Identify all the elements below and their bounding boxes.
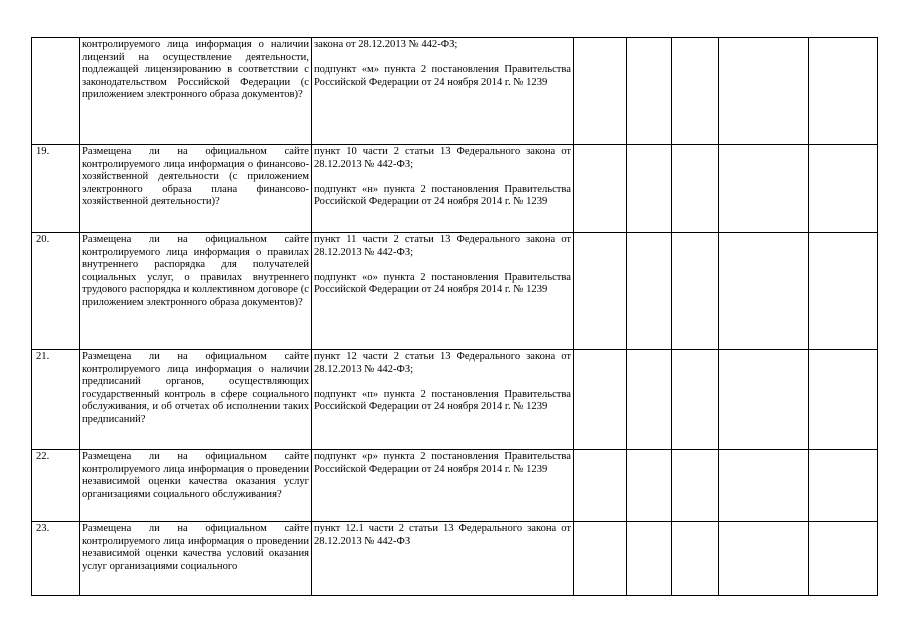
reference-text: пункт 10 части 2 статьи 13 Федерального закона от 28.12.2013 № 442-ФЗ; <box>314 146 571 170</box>
question-text: контролируемого лица информация о наличии лицензий на осуществление деятельности, подлежащей лицензированию в соответствии с законодательством Российской Федерации (с приложением электронного образа документов)? <box>80 38 312 145</box>
answer-cell <box>627 350 672 450</box>
checklist-table <box>31 37 878 596</box>
reference-spacer <box>314 259 571 272</box>
question-text: Размещена ли на официальном сайте контролируемого лица информация о правилах внутреннего распорядка для получателей социальных услуг, о правилах внутреннего трудового распорядка и коллективном договоре (с приложением электронного образа документов)? <box>80 233 312 350</box>
answer-cell <box>627 522 672 596</box>
row-number: 22. <box>32 450 80 522</box>
answer-cell <box>809 522 878 596</box>
reference-text: пункт 12 части 2 статьи 13 Федерального закона от 28.12.2013 № 442-ФЗ; <box>314 351 571 375</box>
answer-cell <box>719 38 809 145</box>
answer-cell <box>672 233 719 350</box>
answer-cell <box>574 38 627 145</box>
answer-cell <box>809 38 878 145</box>
reference-text: пункт 11 части 2 статьи 13 Федерального закона от 28.12.2013 № 442-ФЗ; <box>314 234 571 258</box>
table-row <box>32 233 878 350</box>
answer-cell <box>627 38 672 145</box>
reference-cell <box>312 450 574 522</box>
question-text: Размещена ли на официальном сайте контролируемого лица информация о финансово-хозяйственной деятельности (с приложением электронного образа плана финансово-хозяйственной деятельности)? <box>80 145 312 233</box>
answer-cell <box>627 450 672 522</box>
answer-cell <box>574 350 627 450</box>
answer-cell <box>809 450 878 522</box>
answer-cell <box>574 145 627 233</box>
reference-text: подпункт «р» пункта 2 постановления Правительства Российской Федерации от 24 ноября 2014 г. № 1239 <box>314 451 571 475</box>
reference-cell <box>312 145 574 233</box>
reference-spacer <box>314 52 571 65</box>
row-number: 20. <box>32 233 80 350</box>
answer-cell <box>627 233 672 350</box>
answer-cell <box>719 145 809 233</box>
row-number <box>32 38 80 145</box>
table-row <box>32 145 878 233</box>
answer-cell <box>719 233 809 350</box>
question-text: Размещена ли на официальном сайте контролируемого лица информация о наличии предписаний органов, осуществляющих государственный контроль в сфере социального обслуживания, и об отчетах об исполнении таких предписаний? <box>80 350 312 450</box>
table-row <box>32 38 878 145</box>
answer-cell <box>672 350 719 450</box>
row-number: 23. <box>32 522 80 596</box>
answer-cell <box>672 450 719 522</box>
reference-cell <box>312 38 574 145</box>
reference-text: подпункт «п» пункта 2 постановления Правительства Российской Федерации от 24 ноября 2014 г. № 1239 <box>314 388 571 413</box>
table-row <box>32 350 878 450</box>
table-row <box>32 450 878 522</box>
answer-cell <box>672 145 719 233</box>
answer-cell <box>809 145 878 233</box>
row-number: 21. <box>32 350 80 450</box>
table-row <box>32 522 878 596</box>
question-text: Размещена ли на официальном сайте контролируемого лица информация о проведении независимой оценки качества оказания услуг организациями социального обслуживания? <box>80 450 312 522</box>
reference-text: подпункт «м» пункта 2 постановления Правительства Российской Федерации от 24 ноября 2014 г. № 1239 <box>314 64 571 88</box>
reference-text: подпункт «н» пункта 2 постановления Правительства Российской Федерации от 24 ноября 2014 г. № 1239 <box>314 183 571 208</box>
answer-cell <box>627 145 672 233</box>
reference-cell <box>312 522 574 596</box>
reference-spacer <box>314 171 571 184</box>
row-number: 19. <box>32 145 80 233</box>
answer-cell <box>809 233 878 350</box>
answer-cell <box>574 233 627 350</box>
reference-cell <box>312 233 574 350</box>
answer-cell <box>672 522 719 596</box>
question-text: Размещена ли на официальном сайте контролируемого лица информация о проведении независимой оценки качества условий оказания услуг организациями социального <box>80 522 312 596</box>
reference-text: пункт 12.1 части 2 статьи 13 Федерального закона от 28.12.2013 № 442-ФЗ <box>314 523 571 547</box>
answer-cell <box>719 350 809 450</box>
reference-text: закона от 28.12.2013 № 442-ФЗ; <box>314 39 458 50</box>
answer-cell <box>809 350 878 450</box>
reference-cell <box>312 350 574 450</box>
reference-text: подпункт «о» пункта 2 постановления Правительства Российской Федерации от 24 ноября 2014 г. № 1239 <box>314 271 571 296</box>
answer-cell <box>672 38 719 145</box>
answer-cell <box>574 522 627 596</box>
answer-cell <box>719 450 809 522</box>
reference-spacer <box>314 376 571 389</box>
answer-cell <box>719 522 809 596</box>
answer-cell <box>574 450 627 522</box>
